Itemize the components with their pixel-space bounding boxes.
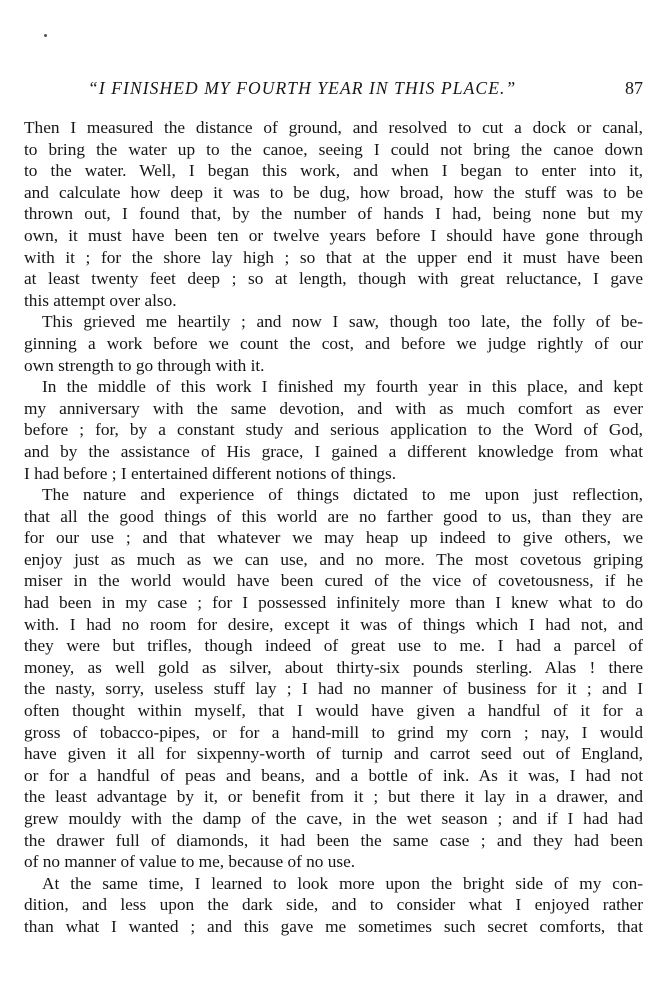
text-line: have given it all for sixpenny-worth of turnip and carrot seed out of England, [24, 744, 643, 764]
text-line: At the same time, I learned to look more upon the bright side of my con- [42, 873, 643, 893]
paragraph [24, 117, 643, 311]
text-line: had been in my case ; for I possessed infinitely more than I knew what to do [24, 593, 643, 613]
text-line: enjoy just as much as we can use, and no more. The most covetous griping [24, 549, 643, 569]
text-line: own strength to go through with it. [24, 355, 265, 375]
text-line: before ; for, by a constant study and serious application to the Word of God, [24, 420, 643, 440]
text-line: or for a handful of peas and beans, and a bottle of ink. As it was, I had not [24, 765, 643, 785]
text-line: at least twenty feet deep ; so at length, though with great reluctance, I gave [24, 269, 643, 289]
paragraph [24, 311, 643, 376]
page-body [24, 117, 643, 938]
text-line: the nasty, sorry, useless stuff lay ; I had no manner of business for it ; and I [24, 679, 643, 699]
text-line: this attempt over also. [24, 290, 177, 310]
text-line: than what I wanted ; and this gave me sometimes such secret comforts, that [24, 916, 643, 936]
text-line: dition, and less upon the dark side, and to consider what I enjoyed rather [24, 895, 643, 915]
text-line: of no manner of value to me, because of no use. [24, 852, 356, 872]
text-line: and by the assistance of His grace, I gained a different knowledge from what [24, 441, 643, 461]
text-line: my anniversary with the same devotion, and with as much comfort as ever [24, 398, 643, 418]
text-line: I had before ; I entertained different notions of things. [24, 463, 397, 483]
text-line: with it ; for the shore lay high ; so that at the upper end it must have been [24, 247, 643, 267]
text-line: and calculate how deep it was to be dug, how broad, how the stuff was to be [24, 182, 643, 202]
text-line: often thought within myself, that I would have given a handful of it for a [24, 701, 643, 721]
text-line: thrown out, I found that, by the number of hands I had, being none but my [24, 204, 643, 224]
text-line: to the water. Well, I began this work, and when I began to enter into it, [24, 161, 643, 181]
text-line: they were but trifles, though indeed of great use to me. I had a parcel of [24, 636, 643, 656]
text-line: to bring the water up to the canoe, seeing I could not bring the canoe down [24, 139, 643, 159]
text-line: that all the good things of this world are no farther good to us, than they are [24, 506, 643, 526]
running-title: “I FINISHED MY FOURTH YEAR IN THIS PLACE.” [88, 78, 517, 98]
text-line: In the middle of this work I finished my fourth year in this place, and kept [42, 377, 643, 397]
text-line: This grieved me heartily ; and now I saw, though too late, the folly of be- [42, 312, 643, 332]
page-number: 87 [625, 78, 643, 98]
text-line: ginning a work before we count the cost, and before we judge rightly of our [24, 333, 643, 353]
text-line: grew mouldy with the damp of the cave, in the wet season ; and if I had had [24, 809, 643, 828]
print-speck [44, 34, 47, 37]
paragraph [24, 484, 643, 873]
text-line: the drawer full of diamonds, it had been the same case ; and they had been [24, 830, 643, 850]
paragraph [24, 873, 643, 938]
text-line: with. I had no room for desire, except it was of things which I had not, and [24, 614, 643, 634]
text-line: Then I measured the distance of ground, and resolved to cut a dock or canal, [24, 118, 643, 137]
text-line: gross of tobacco-pipes, or for a hand-mill to grind my corn ; nay, I would [24, 722, 643, 742]
text-line: the least advantage by it, or benefit from it ; but there it lay in a drawer, and [24, 787, 643, 807]
text-line: The nature and experience of things dictated to me upon just reflection, [42, 485, 643, 505]
paragraph [24, 376, 643, 484]
text-line: for our use ; and that whatever we may heap up indeed to give others, we [24, 528, 643, 548]
text-line: own, it must have been ten or twelve years before I should have gone through [24, 225, 643, 245]
text-line: miser in the world would have been cured of the vice of covetousness, if he [24, 571, 643, 591]
text-line: money, as well gold as silver, about thirty-six pounds sterling. Alas ! there [24, 657, 643, 677]
